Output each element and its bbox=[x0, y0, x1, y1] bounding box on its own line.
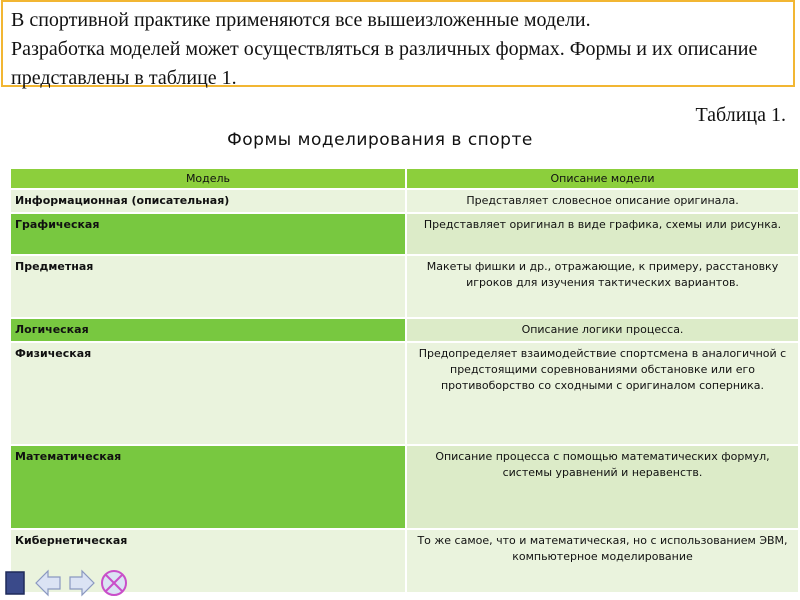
table-row bbox=[11, 319, 798, 341]
model-description: Представляет оригинал в виде графика, схемы или рисунка. bbox=[407, 214, 798, 254]
exit-icon[interactable] bbox=[102, 571, 126, 595]
model-name: Кибернетическая bbox=[11, 530, 405, 592]
intro-line-1: В спортивной практике применяются все вышеизложенные модели. bbox=[11, 9, 591, 31]
table-header-row bbox=[11, 169, 798, 188]
intro-line-2: Разработка моделей может осуществляться в различных формах. Формы и их описание представлены в таблице 1. bbox=[11, 38, 758, 89]
table-title: Формы моделирования в спорте bbox=[227, 130, 533, 150]
model-name: Математическая bbox=[11, 446, 405, 528]
header-description: Описание модели bbox=[407, 169, 798, 188]
slide-navigation bbox=[0, 566, 140, 600]
forward-arrow-icon[interactable] bbox=[70, 571, 94, 595]
model-description: То же самое, что и математическая, но с использованием ЭВМ, компьютерное моделирование bbox=[407, 530, 798, 592]
header-model: Модель bbox=[11, 169, 405, 188]
model-name: Логическая bbox=[11, 319, 405, 341]
model-name: Предметная bbox=[11, 256, 405, 317]
model-description: Представляет словесное описание оригинала. bbox=[407, 190, 798, 212]
models-table bbox=[9, 167, 800, 594]
back-arrow-icon[interactable] bbox=[36, 571, 60, 595]
table-row bbox=[11, 256, 798, 317]
model-description: Описание логики процесса. bbox=[407, 319, 798, 341]
table-row bbox=[11, 190, 798, 212]
model-description: Предопределяет взаимодействие спортсмена в аналогичной с предстоящими соревнованиями обстановке или его противоборство со сходными с оригиналом соперника. bbox=[407, 343, 798, 444]
intro-text-box bbox=[1, 0, 795, 87]
model-name: Информационная (описательная) bbox=[11, 190, 405, 212]
table-row bbox=[11, 214, 798, 254]
table-row bbox=[11, 446, 798, 528]
table-caption: Таблица 1. bbox=[695, 104, 786, 126]
model-name: Графическая bbox=[11, 214, 405, 254]
stop-icon[interactable] bbox=[6, 572, 24, 594]
model-name: Физическая bbox=[11, 343, 405, 444]
model-description: Описание процесса с помощью математических формул, системы уравнений и неравенств. bbox=[407, 446, 798, 528]
table-row bbox=[11, 343, 798, 444]
model-description: Макеты фишки и др., отражающие, к примеру, расстановку игроков для изучения тактических вариантов. bbox=[407, 256, 798, 317]
